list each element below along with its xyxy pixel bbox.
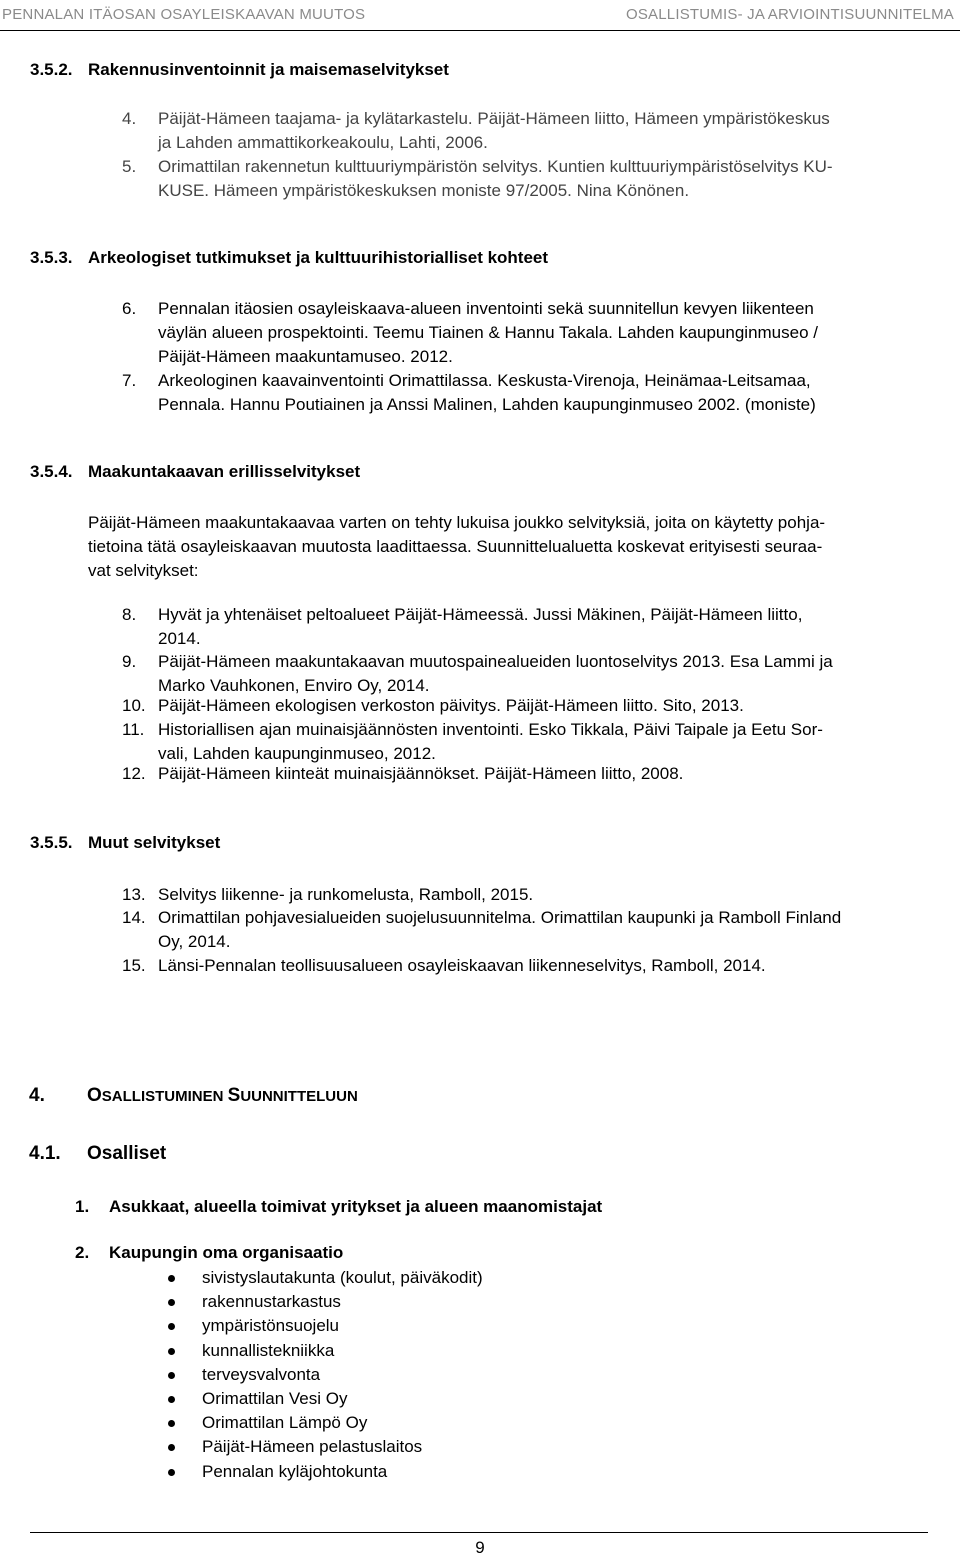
title-part: S xyxy=(227,1085,241,1106)
item-text xyxy=(158,762,683,786)
section-number: 3.5.2. xyxy=(30,60,73,79)
item-line: Pennala. Hannu Poutiainen ja Anssi Malinen, Lahden kaupunginmuseo 2002. (moniste) xyxy=(158,395,816,414)
item-line: Päijät-Hämeen maakuntakaavan muutospainealueiden luontoselvitys 2013. Esa Lammi ja xyxy=(158,652,833,671)
header-rule xyxy=(0,30,960,31)
organisation-list xyxy=(168,1266,483,1484)
bullet-icon xyxy=(168,1420,175,1427)
item-line: vali, Lahden kaupunginmuseo, 2012. xyxy=(158,744,436,763)
paragraph-line: tietoina tätä osayleiskaavan muutosta laadittaessa. Suunnittelualuetta koskevat erityisesti seuraa- xyxy=(88,537,823,556)
item-line: 2014. xyxy=(158,629,201,648)
list-item-label: ympäristönsuojelu xyxy=(202,1316,340,1336)
item-number: 14. xyxy=(122,908,146,927)
list-item-label: Orimattilan Vesi Oy xyxy=(202,1388,348,1408)
item-text xyxy=(158,155,833,203)
item-line: Päijät-Hämeen ekologisen verkoston päivitys. Päijät-Hämeen liitto. Sito, 2013. xyxy=(158,696,744,715)
bullet-icon xyxy=(168,1299,175,1306)
page-number: 9 xyxy=(475,1538,485,1557)
item-number: 11. xyxy=(122,720,145,739)
list-item xyxy=(168,1266,483,1290)
item-line: Päijät-Hämeen maakuntamuseo. 2012. xyxy=(158,347,453,366)
item-text xyxy=(158,954,766,978)
item-text xyxy=(158,297,818,369)
item-line: Selvitys liikenne- ja runkomelusta, Ramboll, 2015. xyxy=(158,885,534,904)
section-title: Maakuntakaavan erillisselvitykset xyxy=(88,462,361,481)
item-number: 7. xyxy=(122,371,137,390)
section-number: 3.5.4. xyxy=(30,462,73,481)
list-item-label: sivistyslautakunta (koulut, päiväkodit) xyxy=(202,1268,483,1287)
item-text xyxy=(158,718,823,766)
section-number: 3.5.3. xyxy=(30,248,73,267)
section-title: Osalliset xyxy=(87,1143,167,1164)
item-number: 13. xyxy=(122,885,146,904)
section-number: 3.5.5. xyxy=(30,833,73,852)
item-number: 12. xyxy=(122,764,146,783)
item-text xyxy=(158,883,533,907)
section-heading-3-5-4 xyxy=(30,462,360,482)
item-text xyxy=(158,603,802,651)
chapter-heading-4 xyxy=(29,1085,358,1107)
list-item xyxy=(168,1363,483,1387)
list-item-label: rakennustarkastus xyxy=(202,1292,341,1312)
group-label: Asukkaat, alueella toimivat yritykset ja alueen maanomistajat xyxy=(109,1197,603,1216)
item-line: Orimattilan pohjavesialueiden suojelusuunnitelma. Orimattilan kaupunki ja Ramboll Finland xyxy=(158,908,842,927)
item-line: Länsi-Pennalan teollisuusalueen osayleiskaavan liikenneselvitys, Ramboll, 2014. xyxy=(158,956,766,975)
bullet-icon xyxy=(168,1396,175,1403)
stakeholder-group-1 xyxy=(75,1197,602,1217)
item-text xyxy=(158,694,744,718)
stakeholder-group-2 xyxy=(75,1243,343,1263)
item-line: ja Lahden ammattikorkeakoulu, Lahti, 2006. xyxy=(158,133,488,152)
footer-rule xyxy=(30,1532,928,1533)
list-item-label: Pennalan kyläjohtokunta xyxy=(202,1461,388,1481)
page-header xyxy=(0,4,960,28)
list-item-label: Päijät-Hämeen pelastuslaitos xyxy=(202,1437,423,1457)
section-title: Arkeologiset tutkimukset ja kulttuurihistorialliset kohteet xyxy=(88,248,549,267)
item-number: 8. xyxy=(122,605,137,624)
section-heading-4-1 xyxy=(29,1143,166,1165)
header-document-title: PENNALAN ITÄOSAN OSAYLEISKAAVAN MUUTOS xyxy=(2,6,366,23)
chapter-number: 4. xyxy=(29,1085,45,1106)
section-number: 4.1. xyxy=(29,1143,61,1164)
group-number: 1. xyxy=(75,1197,90,1216)
item-text xyxy=(158,650,833,698)
list-item xyxy=(168,1435,483,1459)
bullet-icon xyxy=(168,1372,175,1379)
section-intro-paragraph xyxy=(88,511,958,583)
item-text xyxy=(158,107,830,155)
item-number: 4. xyxy=(122,109,137,128)
paragraph-line: Päijät-Hämeen maakuntakaavaa varten on tehty lukuisa joukko selvityksiä, joita on käytetty pohja- xyxy=(88,513,826,532)
item-line: Oy, 2014. xyxy=(158,932,231,951)
item-number: 10. xyxy=(122,696,146,715)
item-number: 15. xyxy=(122,956,146,975)
item-text xyxy=(158,369,816,417)
item-number: 6. xyxy=(122,299,137,318)
bullet-icon xyxy=(168,1348,175,1355)
bullet-icon xyxy=(168,1444,175,1451)
item-line: väylän alueen prospektointi. Teemu Tiainen & Hannu Takala. Lahden kaupunginmuseo / xyxy=(158,323,818,342)
list-item xyxy=(168,1387,483,1411)
group-number: 2. xyxy=(75,1243,90,1262)
section-heading-3-5-5 xyxy=(30,833,220,853)
list-item xyxy=(168,1314,483,1338)
item-line: Päijät-Hämeen taajama- ja kylätarkastelu. Päijät-Hämeen liitto, Hämeen ympäristökeskus xyxy=(158,109,830,128)
section-heading-3-5-3 xyxy=(30,248,548,268)
item-line: Pennalan itäosien osayleiskaava-alueen inventointi sekä suunnitellun kevyen liikenteen xyxy=(158,299,814,318)
group-label: Kaupungin oma organisaatio xyxy=(109,1243,344,1262)
item-line: Hyvät ja yhtenäiset peltoalueet Päijät-Hämeessä. Jussi Mäkinen, Päijät-Hämeen liitto, xyxy=(158,605,803,624)
list-item xyxy=(168,1411,483,1435)
item-number: 5. xyxy=(122,157,137,176)
bullet-icon xyxy=(168,1469,175,1476)
item-line: KUSE. Hämeen ympäristökeskuksen moniste 97/2005. Nina Könönen. xyxy=(158,181,690,200)
section-title: Rakennusinventoinnit ja maisemaselvitykset xyxy=(88,60,449,79)
bullet-icon xyxy=(168,1275,175,1282)
item-number: 9. xyxy=(122,652,137,671)
item-line: Päijät-Hämeen kiinteät muinaisjäännökset. Päijät-Hämeen liitto, 2008. xyxy=(158,764,684,783)
list-item-label: terveysvalvonta xyxy=(202,1364,321,1384)
chapter-title xyxy=(87,1085,358,1106)
title-part: O xyxy=(87,1085,102,1106)
list-item-label: kunnallistekniikka xyxy=(202,1340,335,1360)
bullet-icon xyxy=(168,1323,175,1330)
section-title: Muut selvitykset xyxy=(88,833,221,852)
paragraph-line: vat selvitykset: xyxy=(88,561,199,580)
item-text xyxy=(158,906,841,954)
list-item xyxy=(168,1460,483,1484)
list-item xyxy=(168,1290,483,1314)
item-line: Historiallisen ajan muinaisjäännösten inventointi. Esko Tikkala, Päivi Taipale ja Eetu Sor- xyxy=(158,720,823,739)
title-part: SALLISTUMINEN xyxy=(101,1088,228,1105)
list-item xyxy=(168,1339,483,1363)
list-item-label: Orimattilan Lämpö Oy xyxy=(202,1413,368,1433)
item-line: Arkeologinen kaavainventointi Orimattilassa. Keskusta-Virenoja, Heinämaa-Leitsamaa, xyxy=(158,371,811,390)
item-line: Marko Vauhkonen, Enviro Oy, 2014. xyxy=(158,676,430,695)
header-document-type: OSALLISTUMIS- JA ARVIOINTISUUNNITELMA xyxy=(625,6,954,23)
item-line: Orimattilan rakennetun kulttuuriympäristön selvitys. Kuntien kulttuuriympäristöselvitys KU- xyxy=(158,157,833,176)
section-heading-3-5-2 xyxy=(30,60,449,80)
title-part: UUNNITTELUUN xyxy=(240,1088,358,1105)
